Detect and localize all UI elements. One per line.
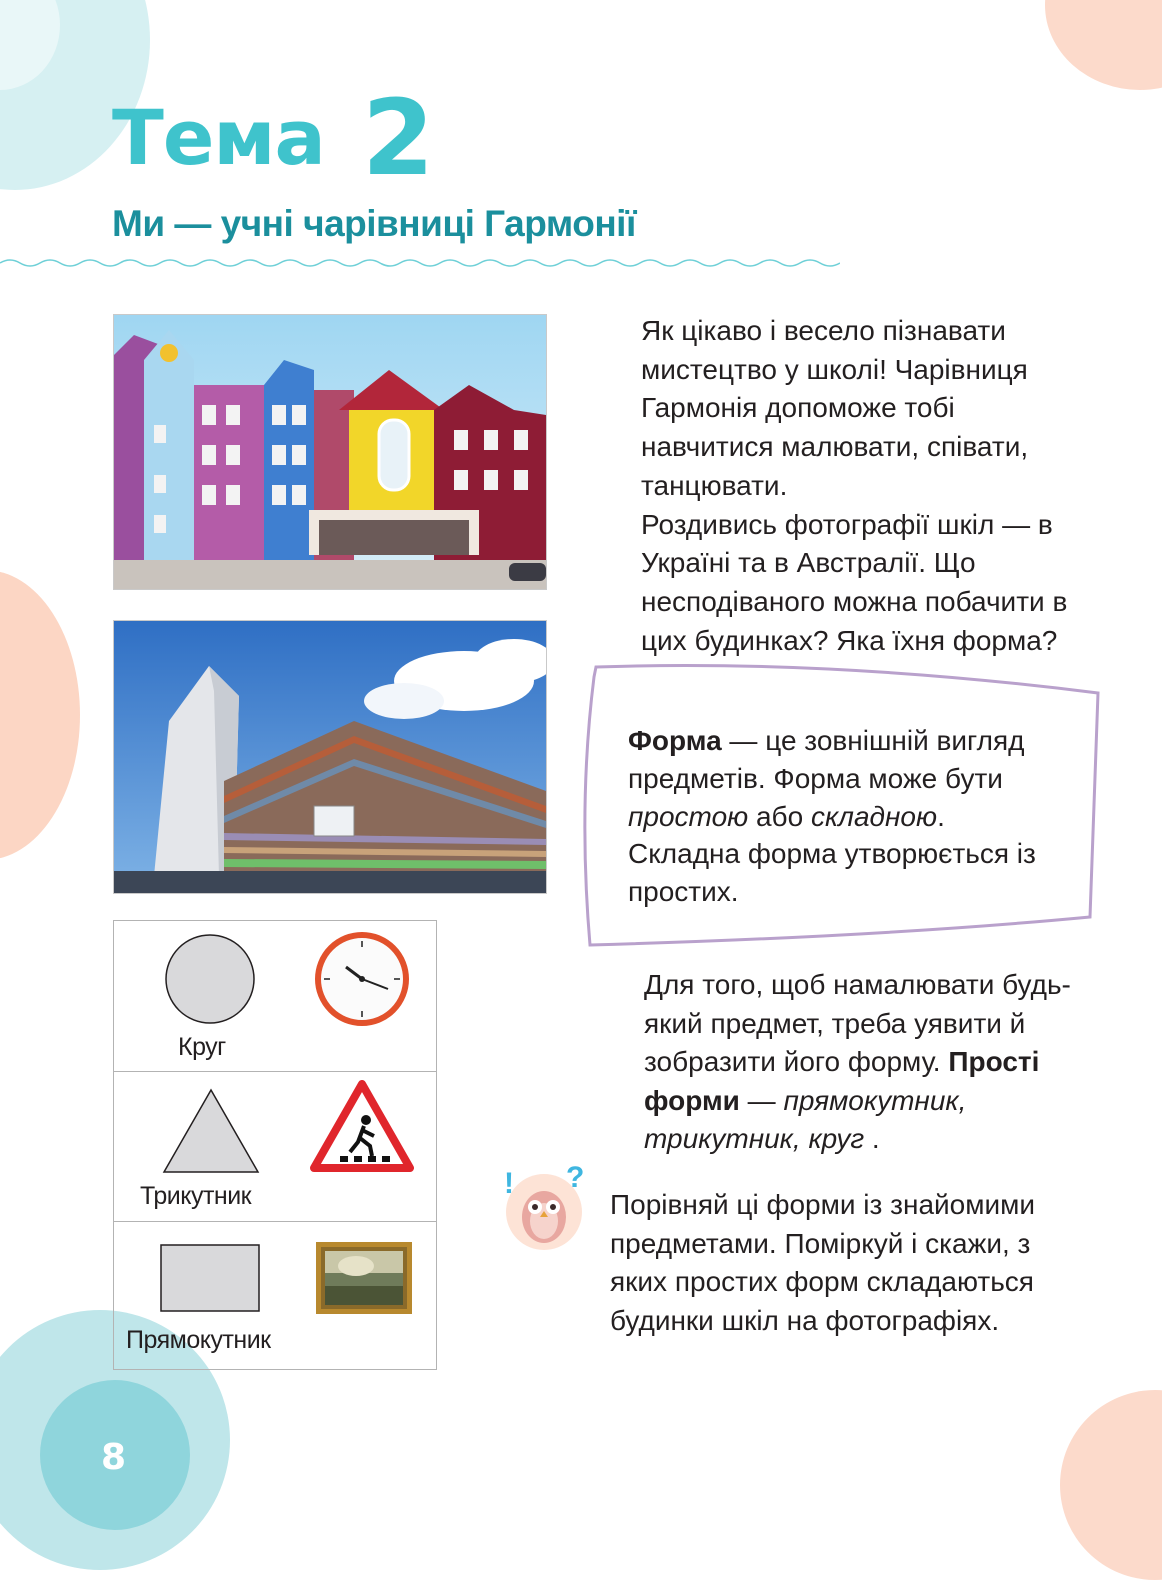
decor-blob-mid-left <box>0 570 80 860</box>
decor-blob-top-right <box>1045 0 1162 90</box>
explanation-part-c: . <box>864 1123 880 1154</box>
intro-text <box>607 312 1077 660</box>
explanation-part-a: Для того, щоб намалювати будь-який предмет, треба уявити й зобразити його форму. <box>644 969 1071 1077</box>
triangle-icon <box>162 1088 260 1174</box>
topic-number: 2 <box>362 77 435 199</box>
shape-label-circle: Круг <box>178 1033 226 1061</box>
question-mark: ? <box>566 1161 585 1194</box>
explanation-part-b: — <box>739 1084 784 1116</box>
exclamation-mark: ! <box>504 1167 514 1200</box>
definition-complex: складною <box>810 800 938 832</box>
circle-icon <box>164 933 256 1025</box>
rectangle-icon <box>160 1244 260 1312</box>
definition-part-c: . Складна форма утворюється із простих. <box>628 800 1036 908</box>
wavy-divider <box>0 255 840 271</box>
shape-row-triangle <box>114 1071 436 1222</box>
clock-icon <box>314 931 410 1027</box>
definition-text <box>628 722 1048 911</box>
intro-paragraph-1: Як цікаво і весело пізнавати мистецтво у школі! Чарівниця Гармонія допоможе тобі навчитися малювати, співати, танцювати. <box>641 315 1029 501</box>
definition-part-a: — це зовнішній вигляд предметів. Форма може бути <box>628 725 1025 794</box>
topic-title: Тема <box>112 93 325 182</box>
photo-school-ukraine <box>113 314 547 590</box>
photo-school-australia <box>113 620 547 894</box>
shapes-table <box>113 920 437 1370</box>
shape-row-circle <box>114 921 436 1071</box>
explanation-text <box>610 966 1090 1159</box>
decor-blob-bottom-right <box>1060 1390 1162 1580</box>
task-text <box>610 1186 1075 1340</box>
definition-simple: простою <box>628 800 749 832</box>
shape-row-rectangle <box>114 1221 436 1370</box>
task-paragraph: Порівняй ці форми із знайомими предметами. Поміркуй і скажи, з яких простих форм складаються будинки шкіл на фотографіях. <box>610 1189 1036 1336</box>
road-sign-icon <box>310 1080 414 1174</box>
intro-paragraph-2: Роздивись фотографії шкіл — в Україні та в Австралії. Що несподіваного можна побачити в цих будинках? Яка їхня форма? <box>641 508 1068 656</box>
definition-part-b: або <box>748 800 811 832</box>
page-number: 8 <box>101 1437 127 1478</box>
topic-subtitle: Ми — учні чарівниці Гармонії <box>112 203 636 244</box>
framed-painting-icon <box>316 1242 412 1314</box>
explanation-italic: прямокутник, трикутник, круг <box>644 1084 967 1154</box>
shape-label-triangle: Трикутник <box>140 1182 252 1210</box>
definition-term: Форма <box>628 725 722 756</box>
shape-label-rectangle: Прямокутник <box>126 1326 271 1354</box>
owl-task-icon <box>500 1161 590 1255</box>
explanation-bold: Прості форми <box>644 1046 1040 1116</box>
